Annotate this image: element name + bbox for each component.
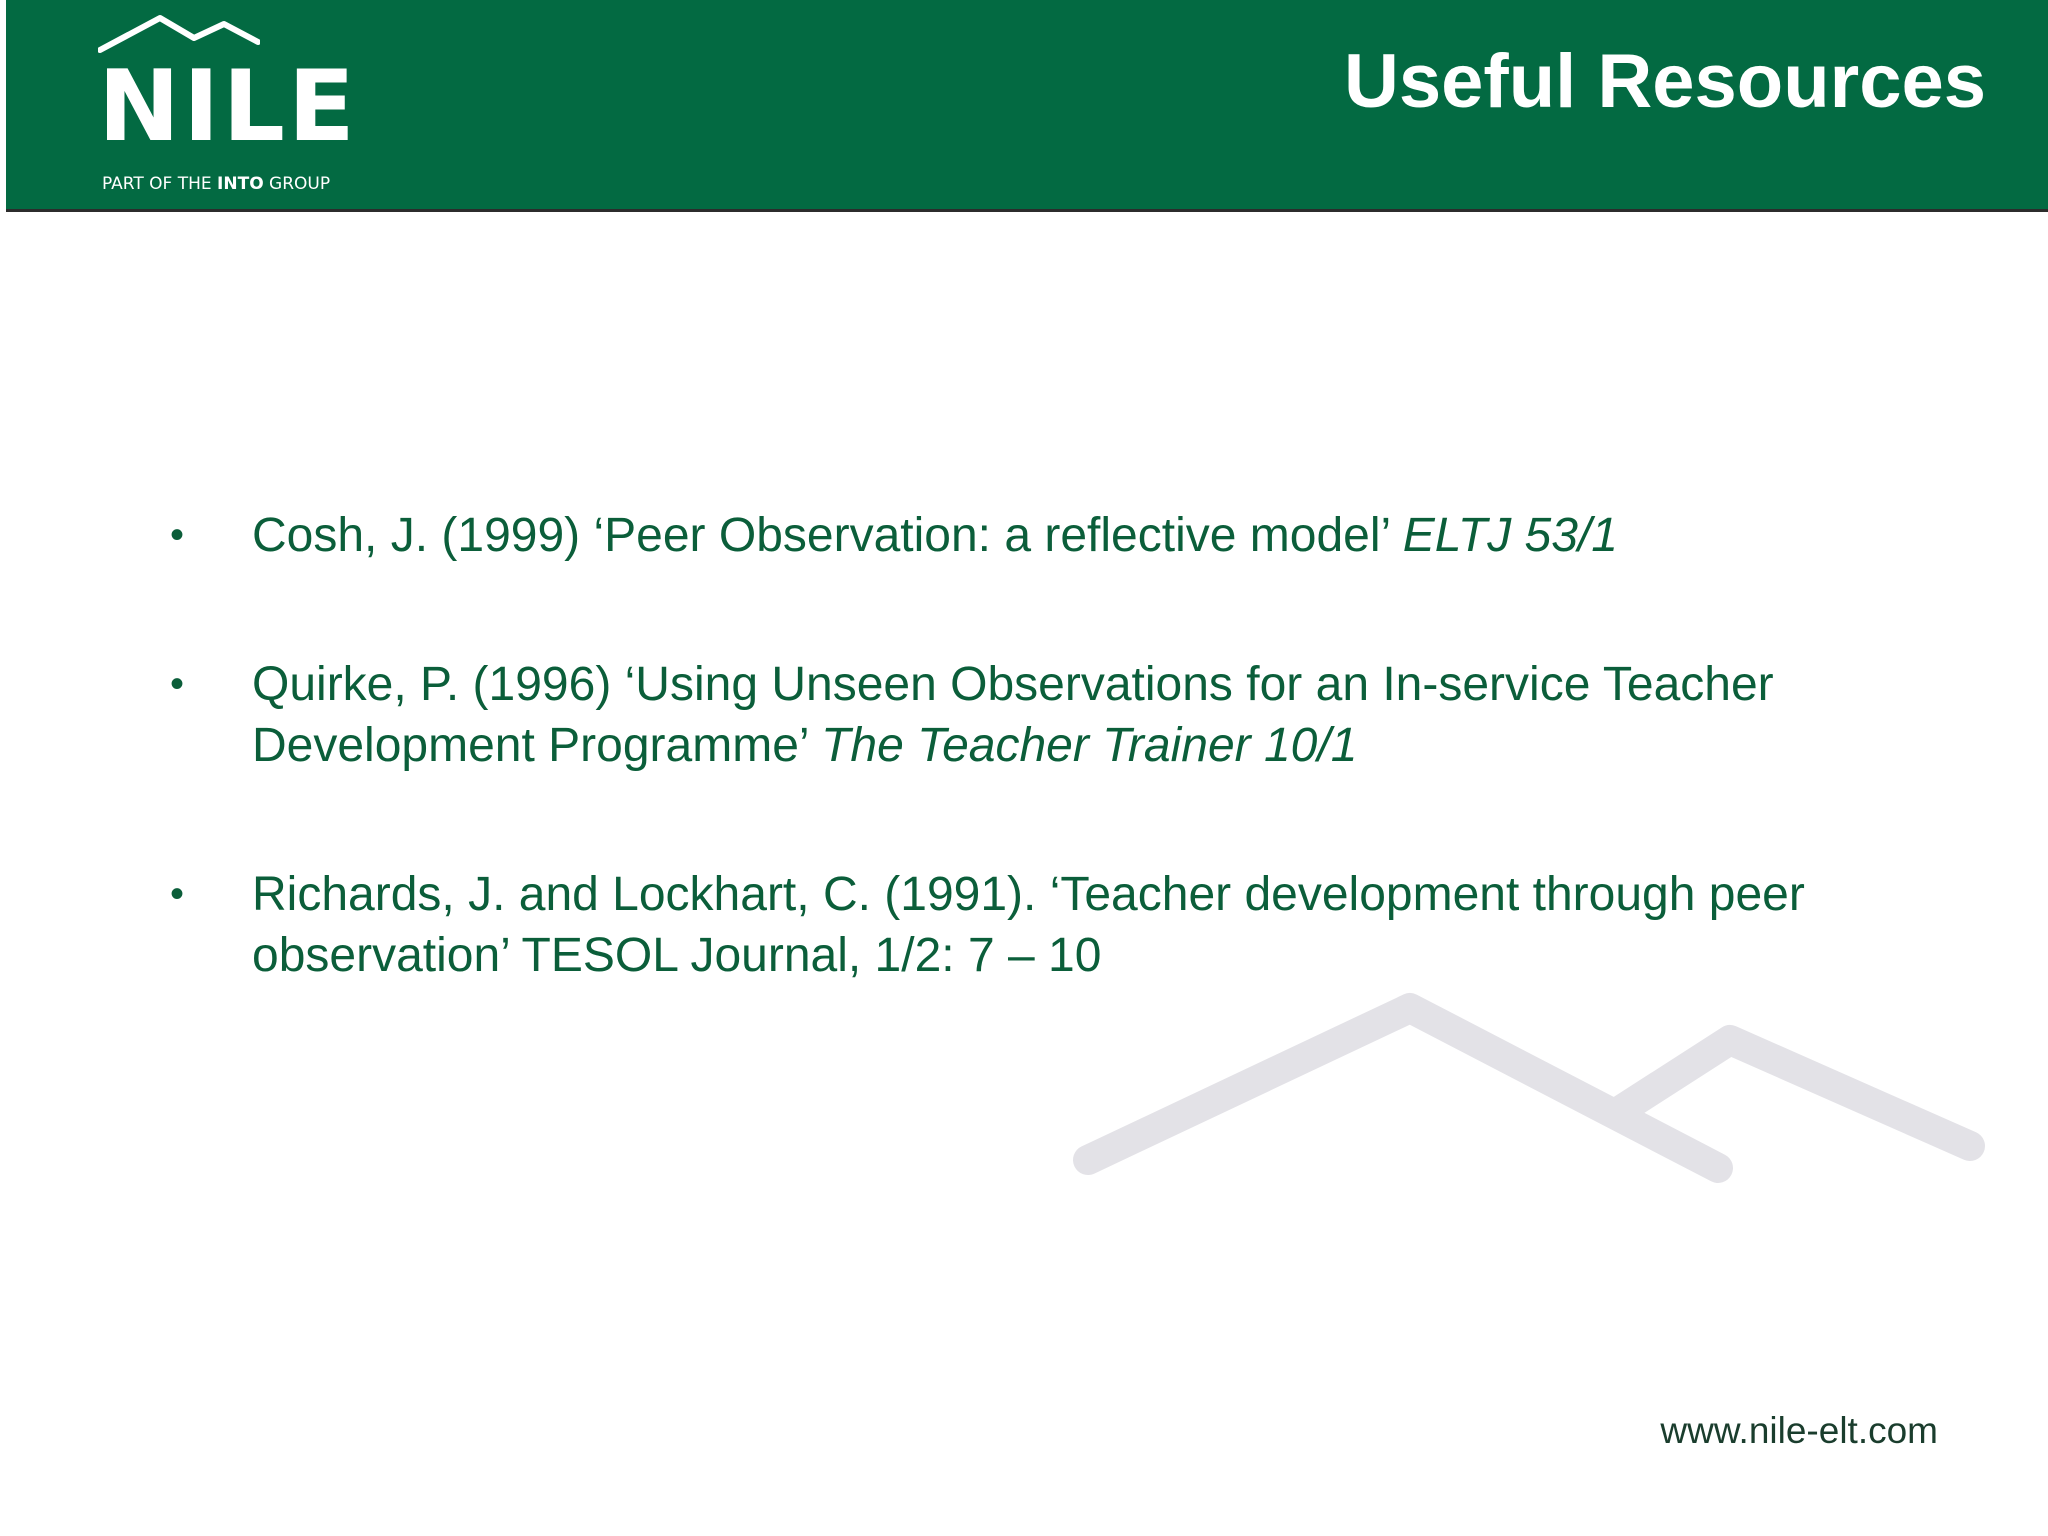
bullet-icon: • [170, 872, 185, 916]
logo-tagline [102, 176, 330, 193]
list-item [170, 505, 1870, 566]
mountain-logo-icon [98, 14, 260, 54]
reference-text: Quirke, P. (1996) ‘Using Unseen Observations for an In-service Teacher Development Programme’ [252, 658, 1774, 772]
list-item [170, 654, 1870, 776]
footer-website-link[interactable]: www.nile-elt.com [1660, 1410, 1938, 1451]
bullet-icon: • [170, 513, 185, 557]
logo-tagline-bold: INTO [217, 174, 264, 194]
logo-tagline-suffix: GROUP [263, 174, 331, 194]
reference-source: ELTJ 53/1 [1402, 509, 1618, 562]
reference-source: The Teacher Trainer 10/1 [821, 719, 1358, 772]
logo-wordmark: NILE [98, 50, 358, 164]
page-title: Useful Resources [1343, 39, 1986, 124]
reference-text: Cosh, J. (1999) ‘Peer Observation: a reflective model’ [252, 509, 1403, 562]
logo-tagline-prefix: PART OF THE [102, 174, 218, 194]
list-item [170, 864, 1870, 986]
bullet-icon: • [170, 662, 185, 706]
reference-text: Richards, J. and Lockhart, C. (1991). ‘Teacher development through peer observation’ TESOL Journal, 1/2: 7 – 10 [252, 868, 1805, 982]
reference-list [170, 505, 1870, 1074]
header-bar [6, 0, 2048, 212]
nile-logo [94, 14, 358, 204]
